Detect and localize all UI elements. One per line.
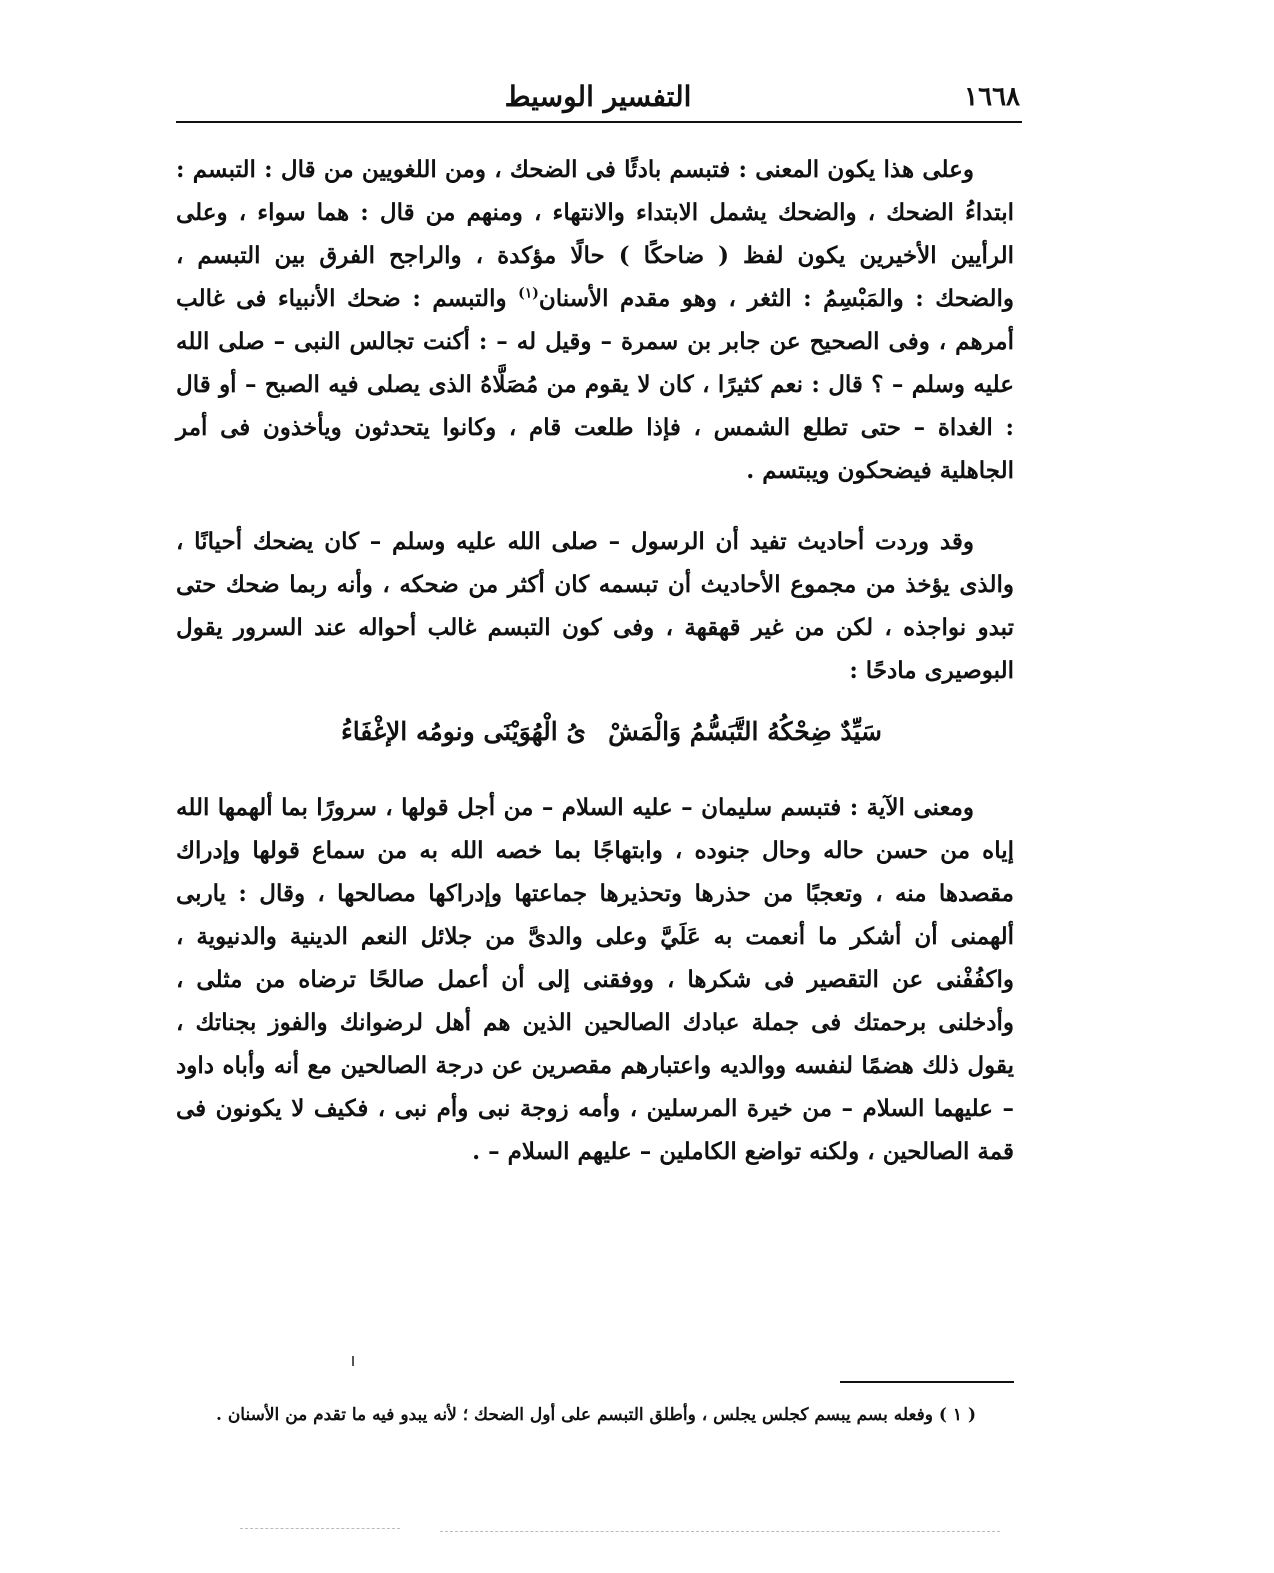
verse-first-hemistich: سَيِّدٌ ضِحْكُهُ التَّبَسُّمُ وَالْمَشْ	[608, 717, 882, 746]
paragraph-2: وقد وردت أحاديث تفيد أن الرسول – صلى الله عليه وسلم – كان يضحك أحيانًا ، والذى يؤخذ من مجموع الأحاديث أن تبسمه كان أكثر من ضحكه ، وأنه ربما ضحك حتى تبدو نواجذه ، لكن من غير قهقهة ، وفى كون التبسم غالب أحواله عند السرور يقول البوصيرى مادحًا :	[176, 528, 1014, 684]
main-text	[176, 148, 1014, 1173]
paragraph-1-text: وعلى هذا يكون المعنى : فتبسم بادئًا فى الضحك ، ومن اللغويين من قال : التبسم : ابتداءُ الضحك ، والضحك يشمل الابتداء والانتهاء ، ومنهم من قال : هما سواء ، وعلى الرأيين الأخيرين يكون لفظ ( ضاحكًا ) حالًا مؤكدة ، والراجح الفرق بين التبسم ، والضحك : والمَبْسِمُ : الثغر ، وهو مقدم الأسنان	[176, 156, 1014, 312]
paragraph-1-continuation: والتبسم : ضحك الأنبياء فى غالب أمرهم ، وفى الصحيح عن جابر بن سمرة – وقيل له – : أكنت تجالس النبى – صلى الله عليه وسلم – ؟ قال : نعم كثيرًا ، كان لا يقوم من مُصَلَّاهُ الذى يصلى فيه الصبح – أو قال : الغداة – حتى تطلع الشمس ، فإذا طلعت قام ، وكانوا يتحدثون ويأخذون فى أمر الجاهلية فيضحكون ويبتسم .	[176, 285, 1014, 484]
poetry-verse	[176, 696, 1014, 766]
scan-artifact-line	[440, 1531, 1000, 1532]
footnote: ( ١ ) وفعله بسم يبسم كجلس يجلس ، وأطلق التبسم على أول الضحك ؛ لأنه يبدو فيه ما تقدم من الأسنان .	[215, 1405, 976, 1425]
verse-second-hemistich: ىُ الْهُوَيْنَى ونومُه الإغْفَاءُ	[340, 717, 586, 746]
running-title: التفسير الوسيط	[504, 80, 692, 113]
scan-artifact-speck	[352, 1356, 354, 1366]
footnote-reference: (١)	[518, 285, 539, 302]
footnote-rule	[840, 1381, 1014, 1383]
paragraph-1	[176, 148, 1014, 492]
scan-artifact-line	[240, 1528, 400, 1529]
page-header	[176, 78, 1020, 118]
header-rule	[176, 121, 1022, 123]
paragraph-3: ومعنى الآية : فتبسم سليمان – عليه السلام – من أجل قولها ، سرورًا بما ألهمها الله إياه من حسن حاله وحال جنوده ، وابتهاجًا بما خصه الله به من سماع قولها وإدراك مقصدها منه ، وتعجبًا من حذرها وتحذيرها جماعتها وإدراكها مصالحها ، وقال : ياربى ألهمنى أن أشكر ما أنعمت به عَلَيَّ وعلى والدىَّ من جلائل النعم الدينية والدنيوية ، واكفُفْنى عن التقصير فى شكرها ، ووفقنى إلى أن أعمل صالحًا ترضاه من مثلى ، وأدخلنى برحمتك فى جملة عبادك الصالحين الذين هم أهل لرضوانك والفوز بجناتك ، يقول ذلك هضمًا لنفسه ووالديه واعتبارهم مقصرين عن درجة الصالحين مع أنه وأباه داود – عليهما السلام – من خيرة المرسلين ، وأمه زوجة نبى وأم نبى ، فكيف لا يكونون فى قمة الصالحين ، ولكنه تواضع الكاملين – عليهم السلام – .	[176, 794, 1014, 1165]
page-number: ١٦٦٨	[964, 82, 1020, 112]
